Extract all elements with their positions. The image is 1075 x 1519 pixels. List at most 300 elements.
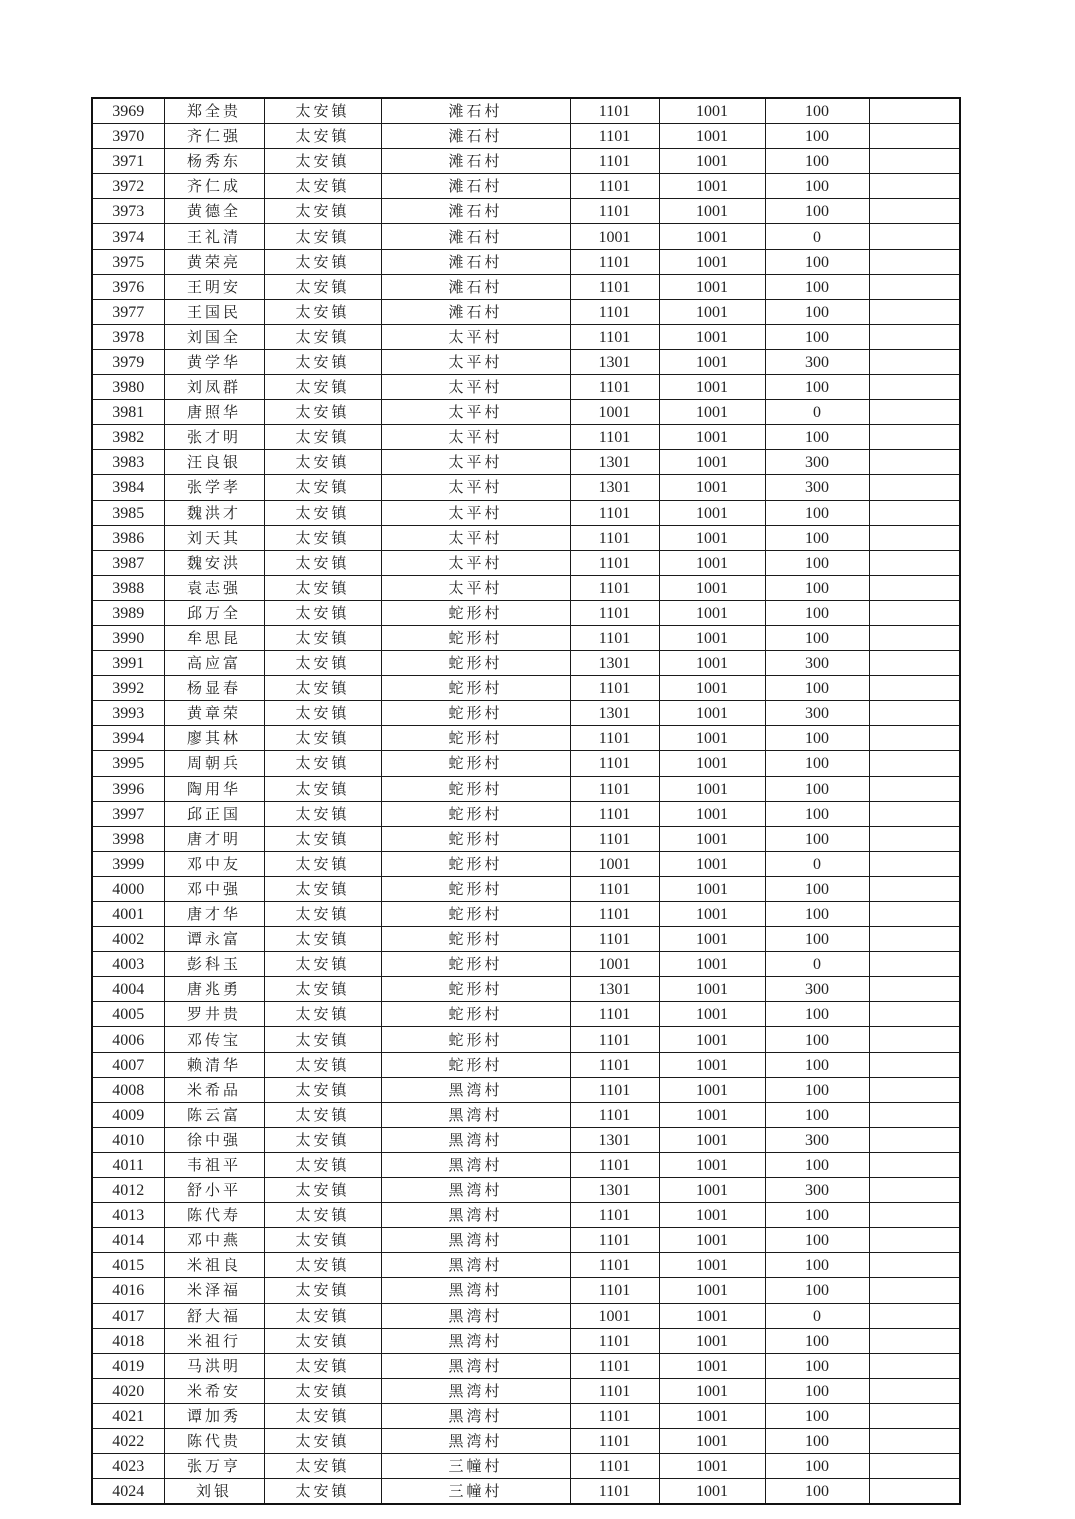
cell-remark <box>869 475 960 500</box>
cell-village: 黑湾村 <box>381 1278 570 1303</box>
cell-amount: 100 <box>765 1228 869 1253</box>
cell-code-a: 1301 <box>570 1178 659 1203</box>
cell-amount: 0 <box>765 851 869 876</box>
cell-seq: 4001 <box>92 902 164 927</box>
cell-code-b: 1001 <box>659 1378 765 1403</box>
cell-remark <box>869 1378 960 1403</box>
cell-village: 蛇形村 <box>381 952 570 977</box>
cell-code-a: 1101 <box>570 500 659 525</box>
cell-village: 黑湾村 <box>381 1253 570 1278</box>
table-row <box>92 927 960 952</box>
table-row <box>92 1077 960 1102</box>
cell-village: 滩石村 <box>381 124 570 149</box>
cell-code-a: 1101 <box>570 1203 659 1228</box>
cell-code-b: 1001 <box>659 927 765 952</box>
cell-amount: 100 <box>765 1077 869 1102</box>
table-row <box>92 651 960 676</box>
table-row <box>92 98 960 124</box>
cell-remark <box>869 1253 960 1278</box>
cell-village: 三幢村 <box>381 1479 570 1505</box>
cell-town: 太安镇 <box>264 1328 381 1353</box>
cell-village: 蛇形村 <box>381 701 570 726</box>
cell-town: 太安镇 <box>264 1403 381 1428</box>
cell-amount: 100 <box>765 299 869 324</box>
cell-town: 太安镇 <box>264 1278 381 1303</box>
cell-amount: 100 <box>765 525 869 550</box>
cell-amount: 100 <box>765 600 869 625</box>
cell-seq: 3982 <box>92 425 164 450</box>
cell-seq: 3977 <box>92 299 164 324</box>
cell-town: 太安镇 <box>264 726 381 751</box>
cell-code-a: 1101 <box>570 801 659 826</box>
cell-village: 黑湾村 <box>381 1403 570 1428</box>
cell-remark <box>869 1127 960 1152</box>
cell-code-b: 1001 <box>659 1102 765 1127</box>
cell-name: 赖清华 <box>164 1052 264 1077</box>
cell-amount: 100 <box>765 726 869 751</box>
cell-village: 黑湾村 <box>381 1152 570 1177</box>
table-row <box>92 751 960 776</box>
cell-town: 太安镇 <box>264 500 381 525</box>
cell-remark <box>869 1002 960 1027</box>
cell-code-a: 1101 <box>570 927 659 952</box>
cell-town: 太安镇 <box>264 1152 381 1177</box>
cell-name: 陈云富 <box>164 1102 264 1127</box>
cell-code-b: 1001 <box>659 1428 765 1453</box>
cell-code-a: 1101 <box>570 600 659 625</box>
cell-amount: 100 <box>765 1328 869 1353</box>
cell-remark <box>869 1077 960 1102</box>
cell-code-b: 1001 <box>659 199 765 224</box>
cell-code-a: 1101 <box>570 1454 659 1479</box>
cell-code-b: 1001 <box>659 274 765 299</box>
cell-village: 蛇形村 <box>381 801 570 826</box>
cell-code-a: 1001 <box>570 224 659 249</box>
cell-village: 滩石村 <box>381 299 570 324</box>
cell-code-a: 1001 <box>570 400 659 425</box>
cell-seq: 3981 <box>92 400 164 425</box>
cell-town: 太安镇 <box>264 375 381 400</box>
cell-name: 马洪明 <box>164 1353 264 1378</box>
cell-seq: 3991 <box>92 651 164 676</box>
cell-amount: 100 <box>765 1428 869 1453</box>
cell-name: 徐中强 <box>164 1127 264 1152</box>
cell-name: 罗井贵 <box>164 1002 264 1027</box>
cell-village: 太平村 <box>381 500 570 525</box>
cell-village: 太平村 <box>381 324 570 349</box>
cell-name: 齐仁成 <box>164 174 264 199</box>
cell-village: 蛇形村 <box>381 1027 570 1052</box>
cell-code-b: 1001 <box>659 776 765 801</box>
table-row <box>92 1328 960 1353</box>
table-row <box>92 1253 960 1278</box>
cell-village: 滩石村 <box>381 199 570 224</box>
cell-remark <box>869 625 960 650</box>
cell-name: 彭科玉 <box>164 952 264 977</box>
cell-code-a: 1301 <box>570 977 659 1002</box>
cell-remark <box>869 826 960 851</box>
cell-remark <box>869 726 960 751</box>
cell-village: 蛇形村 <box>381 1052 570 1077</box>
cell-village: 蛇形村 <box>381 902 570 927</box>
cell-code-a: 1101 <box>570 1002 659 1027</box>
cell-amount: 100 <box>765 1353 869 1378</box>
table-row <box>92 199 960 224</box>
table-row <box>92 1428 960 1453</box>
cell-code-a: 1101 <box>570 1102 659 1127</box>
table-row <box>92 349 960 374</box>
cell-amount: 300 <box>765 475 869 500</box>
cell-name: 米希安 <box>164 1378 264 1403</box>
cell-name: 舒小平 <box>164 1178 264 1203</box>
cell-town: 太安镇 <box>264 299 381 324</box>
cell-town: 太安镇 <box>264 1253 381 1278</box>
table-row <box>92 450 960 475</box>
cell-code-a: 1301 <box>570 475 659 500</box>
cell-amount: 100 <box>765 98 869 124</box>
cell-town: 太安镇 <box>264 701 381 726</box>
cell-name: 邓中友 <box>164 851 264 876</box>
cell-name: 唐才华 <box>164 902 264 927</box>
cell-seq: 3985 <box>92 500 164 525</box>
cell-seq: 3993 <box>92 701 164 726</box>
cell-village: 滩石村 <box>381 224 570 249</box>
cell-seq: 4006 <box>92 1027 164 1052</box>
cell-amount: 100 <box>765 1002 869 1027</box>
cell-town: 太安镇 <box>264 425 381 450</box>
cell-code-a: 1101 <box>570 625 659 650</box>
cell-remark <box>869 851 960 876</box>
cell-town: 太安镇 <box>264 124 381 149</box>
cell-code-a: 1101 <box>570 1228 659 1253</box>
cell-town: 太安镇 <box>264 575 381 600</box>
cell-remark <box>869 349 960 374</box>
table-row <box>92 726 960 751</box>
cell-seq: 3999 <box>92 851 164 876</box>
cell-name: 牟思昆 <box>164 625 264 650</box>
cell-amount: 100 <box>765 1027 869 1052</box>
cell-remark <box>869 1278 960 1303</box>
cell-amount: 100 <box>765 324 869 349</box>
cell-code-a: 1101 <box>570 1328 659 1353</box>
cell-code-b: 1001 <box>659 525 765 550</box>
cell-seq: 3979 <box>92 349 164 374</box>
cell-code-a: 1101 <box>570 174 659 199</box>
cell-code-b: 1001 <box>659 600 765 625</box>
roster-table-body <box>92 98 960 1504</box>
cell-remark <box>869 450 960 475</box>
table-row <box>92 1303 960 1328</box>
cell-town: 太安镇 <box>264 1052 381 1077</box>
cell-town: 太安镇 <box>264 676 381 701</box>
table-row <box>92 1353 960 1378</box>
cell-seq: 4013 <box>92 1203 164 1228</box>
cell-village: 太平村 <box>381 375 570 400</box>
cell-code-a: 1001 <box>570 851 659 876</box>
cell-code-b: 1001 <box>659 400 765 425</box>
cell-seq: 3987 <box>92 550 164 575</box>
cell-amount: 100 <box>765 1052 869 1077</box>
cell-amount: 100 <box>765 902 869 927</box>
cell-code-a: 1101 <box>570 149 659 174</box>
cell-seq: 3971 <box>92 149 164 174</box>
cell-town: 太安镇 <box>264 249 381 274</box>
cell-amount: 100 <box>765 149 869 174</box>
cell-village: 黑湾村 <box>381 1303 570 1328</box>
table-row <box>92 676 960 701</box>
cell-code-a: 1101 <box>570 1077 659 1102</box>
cell-town: 太安镇 <box>264 450 381 475</box>
cell-remark <box>869 1228 960 1253</box>
cell-seq: 4014 <box>92 1228 164 1253</box>
cell-amount: 100 <box>765 249 869 274</box>
table-row <box>92 299 960 324</box>
cell-town: 太安镇 <box>264 1178 381 1203</box>
table-row <box>92 902 960 927</box>
cell-town: 太安镇 <box>264 1454 381 1479</box>
cell-name: 邓中燕 <box>164 1228 264 1253</box>
cell-code-b: 1001 <box>659 324 765 349</box>
cell-seq: 4024 <box>92 1479 164 1505</box>
cell-town: 太安镇 <box>264 1027 381 1052</box>
cell-code-a: 1101 <box>570 826 659 851</box>
cell-code-a: 1301 <box>570 701 659 726</box>
cell-village: 太平村 <box>381 450 570 475</box>
cell-code-b: 1001 <box>659 299 765 324</box>
cell-amount: 100 <box>765 174 869 199</box>
cell-code-a: 1301 <box>570 1127 659 1152</box>
cell-town: 太安镇 <box>264 851 381 876</box>
cell-amount: 100 <box>765 751 869 776</box>
cell-amount: 300 <box>765 701 869 726</box>
cell-remark <box>869 199 960 224</box>
cell-amount: 300 <box>765 450 869 475</box>
cell-village: 滩石村 <box>381 98 570 124</box>
cell-code-a: 1101 <box>570 726 659 751</box>
cell-seq: 3990 <box>92 625 164 650</box>
cell-remark <box>869 1353 960 1378</box>
cell-seq: 3994 <box>92 726 164 751</box>
cell-name: 韦祖平 <box>164 1152 264 1177</box>
cell-remark <box>869 174 960 199</box>
table-row <box>92 224 960 249</box>
cell-name: 谭永富 <box>164 927 264 952</box>
cell-code-a: 1101 <box>570 1253 659 1278</box>
cell-town: 太安镇 <box>264 1428 381 1453</box>
table-row <box>92 550 960 575</box>
cell-town: 太安镇 <box>264 149 381 174</box>
cell-amount: 100 <box>765 1152 869 1177</box>
cell-seq: 3978 <box>92 324 164 349</box>
cell-seq: 3984 <box>92 475 164 500</box>
cell-code-b: 1001 <box>659 550 765 575</box>
cell-code-b: 1001 <box>659 1127 765 1152</box>
cell-village: 黑湾村 <box>381 1328 570 1353</box>
cell-remark <box>869 575 960 600</box>
cell-code-b: 1001 <box>659 751 765 776</box>
cell-seq: 3996 <box>92 776 164 801</box>
cell-code-b: 1001 <box>659 1052 765 1077</box>
cell-code-a: 1101 <box>570 1428 659 1453</box>
cell-seq: 3970 <box>92 124 164 149</box>
cell-remark <box>869 400 960 425</box>
cell-amount: 100 <box>765 425 869 450</box>
cell-name: 杨秀东 <box>164 149 264 174</box>
cell-village: 蛇形村 <box>381 676 570 701</box>
cell-village: 滩石村 <box>381 174 570 199</box>
cell-town: 太安镇 <box>264 876 381 901</box>
cell-seq: 4018 <box>92 1328 164 1353</box>
cell-village: 太平村 <box>381 575 570 600</box>
cell-remark <box>869 375 960 400</box>
cell-remark <box>869 500 960 525</box>
table-row <box>92 1479 960 1505</box>
cell-code-a: 1101 <box>570 1403 659 1428</box>
cell-seq: 3989 <box>92 600 164 625</box>
cell-amount: 100 <box>765 776 869 801</box>
cell-amount: 100 <box>765 1203 869 1228</box>
cell-town: 太安镇 <box>264 625 381 650</box>
cell-town: 太安镇 <box>264 324 381 349</box>
cell-name: 米祖行 <box>164 1328 264 1353</box>
cell-code-b: 1001 <box>659 1178 765 1203</box>
cell-town: 太安镇 <box>264 1228 381 1253</box>
cell-name: 邱正国 <box>164 801 264 826</box>
cell-remark <box>869 952 960 977</box>
cell-amount: 0 <box>765 400 869 425</box>
cell-code-b: 1001 <box>659 174 765 199</box>
cell-code-a: 1301 <box>570 450 659 475</box>
cell-amount: 300 <box>765 1178 869 1203</box>
cell-code-b: 1001 <box>659 425 765 450</box>
cell-name: 唐照华 <box>164 400 264 425</box>
cell-remark <box>869 751 960 776</box>
table-row <box>92 776 960 801</box>
cell-code-a: 1101 <box>570 676 659 701</box>
cell-seq: 3973 <box>92 199 164 224</box>
cell-code-a: 1101 <box>570 425 659 450</box>
table-row <box>92 952 960 977</box>
cell-code-b: 1001 <box>659 349 765 374</box>
cell-code-a: 1101 <box>570 525 659 550</box>
cell-town: 太安镇 <box>264 651 381 676</box>
cell-village: 蛇形村 <box>381 751 570 776</box>
cell-code-b: 1001 <box>659 651 765 676</box>
cell-town: 太安镇 <box>264 349 381 374</box>
cell-name: 陈代寿 <box>164 1203 264 1228</box>
table-row <box>92 475 960 500</box>
cell-name: 刘天其 <box>164 525 264 550</box>
cell-amount: 100 <box>765 1403 869 1428</box>
cell-name: 黄德全 <box>164 199 264 224</box>
cell-name: 黄章荣 <box>164 701 264 726</box>
cell-code-a: 1101 <box>570 274 659 299</box>
cell-code-b: 1001 <box>659 676 765 701</box>
cell-remark <box>869 801 960 826</box>
table-row <box>92 1052 960 1077</box>
cell-amount: 100 <box>765 1278 869 1303</box>
cell-amount: 100 <box>765 927 869 952</box>
cell-name: 刘国全 <box>164 324 264 349</box>
cell-town: 太安镇 <box>264 1203 381 1228</box>
cell-town: 太安镇 <box>264 826 381 851</box>
cell-town: 太安镇 <box>264 1303 381 1328</box>
cell-seq: 3972 <box>92 174 164 199</box>
table-row <box>92 124 960 149</box>
cell-name: 谭加秀 <box>164 1403 264 1428</box>
cell-name: 周朝兵 <box>164 751 264 776</box>
cell-seq: 4021 <box>92 1403 164 1428</box>
table-row <box>92 801 960 826</box>
cell-code-a: 1001 <box>570 1303 659 1328</box>
cell-seq: 4009 <box>92 1102 164 1127</box>
cell-remark <box>869 1102 960 1127</box>
cell-town: 太安镇 <box>264 98 381 124</box>
cell-amount: 300 <box>765 349 869 374</box>
cell-code-b: 1001 <box>659 1077 765 1102</box>
cell-name: 邓中强 <box>164 876 264 901</box>
cell-code-a: 1101 <box>570 98 659 124</box>
table-row <box>92 1454 960 1479</box>
cell-name: 张万亨 <box>164 1454 264 1479</box>
cell-town: 太安镇 <box>264 1378 381 1403</box>
cell-amount: 100 <box>765 274 869 299</box>
cell-town: 太安镇 <box>264 801 381 826</box>
cell-code-b: 1001 <box>659 1403 765 1428</box>
cell-name: 陈代贵 <box>164 1428 264 1453</box>
cell-name: 邓传宝 <box>164 1027 264 1052</box>
cell-seq: 4002 <box>92 927 164 952</box>
cell-village: 黑湾村 <box>381 1077 570 1102</box>
cell-village: 太平村 <box>381 550 570 575</box>
cell-town: 太安镇 <box>264 174 381 199</box>
cell-amount: 100 <box>765 199 869 224</box>
cell-remark <box>869 927 960 952</box>
cell-seq: 3995 <box>92 751 164 776</box>
cell-amount: 100 <box>765 801 869 826</box>
cell-code-b: 1001 <box>659 450 765 475</box>
table-row <box>92 851 960 876</box>
cell-code-b: 1001 <box>659 1152 765 1177</box>
table-row <box>92 274 960 299</box>
cell-seq: 3992 <box>92 676 164 701</box>
cell-remark <box>869 701 960 726</box>
cell-seq: 3980 <box>92 375 164 400</box>
cell-seq: 4017 <box>92 1303 164 1328</box>
cell-name: 刘凤群 <box>164 375 264 400</box>
cell-code-a: 1101 <box>570 124 659 149</box>
cell-name: 魏安洪 <box>164 550 264 575</box>
roster-table <box>91 97 961 1505</box>
cell-remark <box>869 1303 960 1328</box>
cell-code-a: 1101 <box>570 1027 659 1052</box>
cell-name: 高应富 <box>164 651 264 676</box>
table-row <box>92 1403 960 1428</box>
cell-town: 太安镇 <box>264 199 381 224</box>
table-row <box>92 249 960 274</box>
cell-town: 太安镇 <box>264 751 381 776</box>
cell-code-a: 1101 <box>570 249 659 274</box>
cell-code-b: 1001 <box>659 98 765 124</box>
cell-seq: 4016 <box>92 1278 164 1303</box>
cell-amount: 100 <box>765 1253 869 1278</box>
cell-town: 太安镇 <box>264 952 381 977</box>
cell-remark <box>869 1178 960 1203</box>
cell-seq: 3997 <box>92 801 164 826</box>
cell-town: 太安镇 <box>264 977 381 1002</box>
cell-code-a: 1101 <box>570 1152 659 1177</box>
cell-village: 滩石村 <box>381 274 570 299</box>
